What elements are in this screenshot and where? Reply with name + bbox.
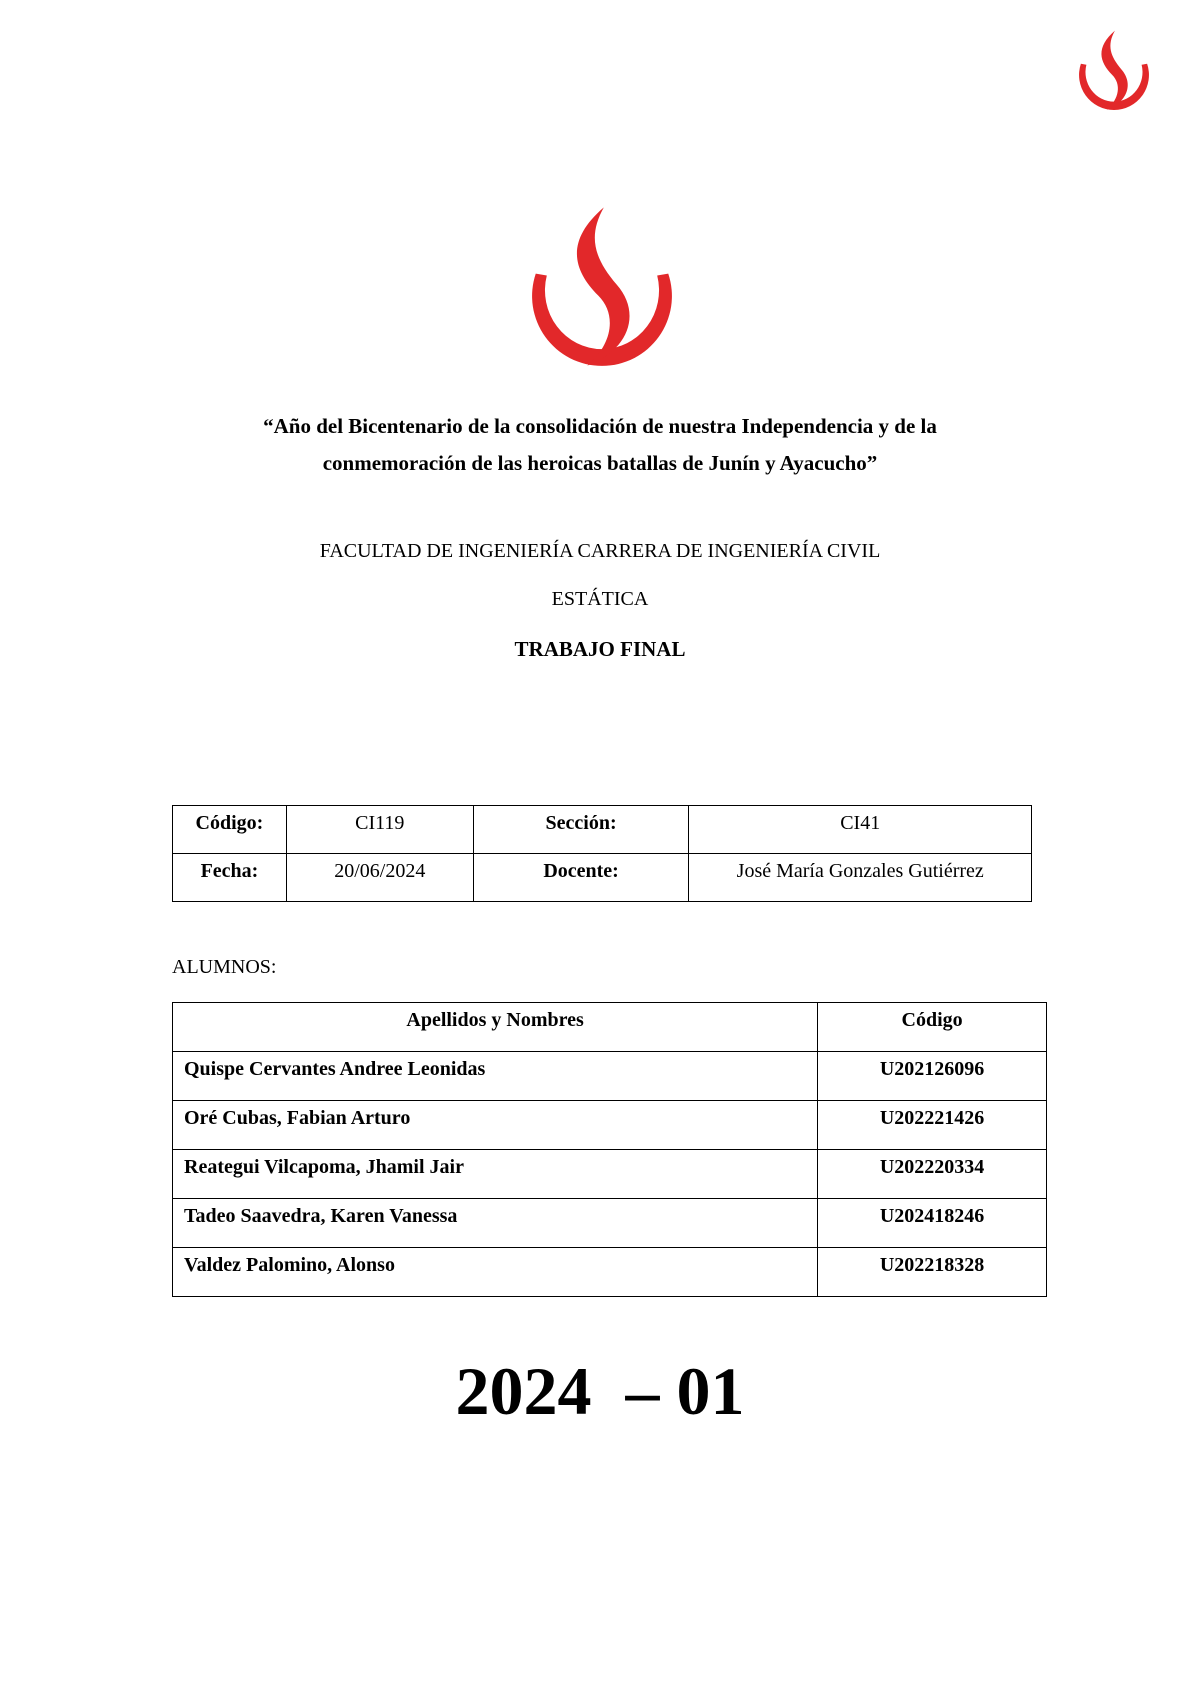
teacher-label: Docente: (473, 854, 689, 902)
code-value: CI119 (286, 806, 473, 854)
student-name: Oré Cubas, Fabian Arturo (173, 1101, 818, 1150)
student-code: U202126096 (818, 1052, 1047, 1101)
date-label: Fecha: (173, 854, 287, 902)
faculty-title: FACULTAD DE INGENIERÍA CARRERA DE INGENIERÍA CIVIL (319, 540, 881, 562)
upc-logo-small (1068, 27, 1160, 119)
teacher-value: José María Gonzales Gutiérrez (689, 854, 1032, 902)
code-label: Código: (173, 806, 287, 854)
student-name: Valdez Palomino, Alonso (173, 1248, 818, 1297)
section-label: Sección: (473, 806, 689, 854)
student-name: Reategui Vilcapoma, Jhamil Jair (173, 1150, 818, 1199)
motto-line-2: conmemoración de las heroicas batallas de Junín y Ayacucho” (322, 451, 878, 475)
code-column-header: Código (818, 1003, 1047, 1052)
student-code: U202218328 (818, 1248, 1047, 1297)
work-title: TRABAJO FINAL (514, 637, 686, 661)
upc-logo-large (510, 200, 694, 384)
course-name: ESTÁTICA (551, 588, 649, 610)
student-name: Tadeo Saavedra, Karen Vanessa (173, 1199, 818, 1248)
section-value: CI41 (689, 806, 1032, 854)
info-row-code (173, 806, 1032, 854)
student-name: Quispe Cervantes Andree Leonidas (173, 1052, 818, 1101)
motto-line-1: “Año del Bicentenario de la consolidación de nuestra Independencia y de la (263, 414, 937, 438)
students-header-row (173, 1003, 1047, 1052)
student-code: U202220334 (818, 1150, 1047, 1199)
table-row (173, 1199, 1047, 1248)
date-value: 20/06/2024 (286, 854, 473, 902)
name-column-header: Apellidos y Nombres (173, 1003, 818, 1052)
table-row (173, 1248, 1047, 1297)
course-info-table (172, 805, 1032, 902)
table-row (173, 1101, 1047, 1150)
students-table (172, 1002, 1047, 1297)
student-code: U202221426 (818, 1101, 1047, 1150)
academic-period: 2024 – 01 (455, 1353, 745, 1429)
table-row (173, 1052, 1047, 1101)
student-code: U202418246 (818, 1199, 1047, 1248)
info-row-date (173, 854, 1032, 902)
students-heading: ALUMNOS: (172, 956, 277, 978)
bicentennial-motto (150, 408, 1050, 482)
table-row (173, 1150, 1047, 1199)
